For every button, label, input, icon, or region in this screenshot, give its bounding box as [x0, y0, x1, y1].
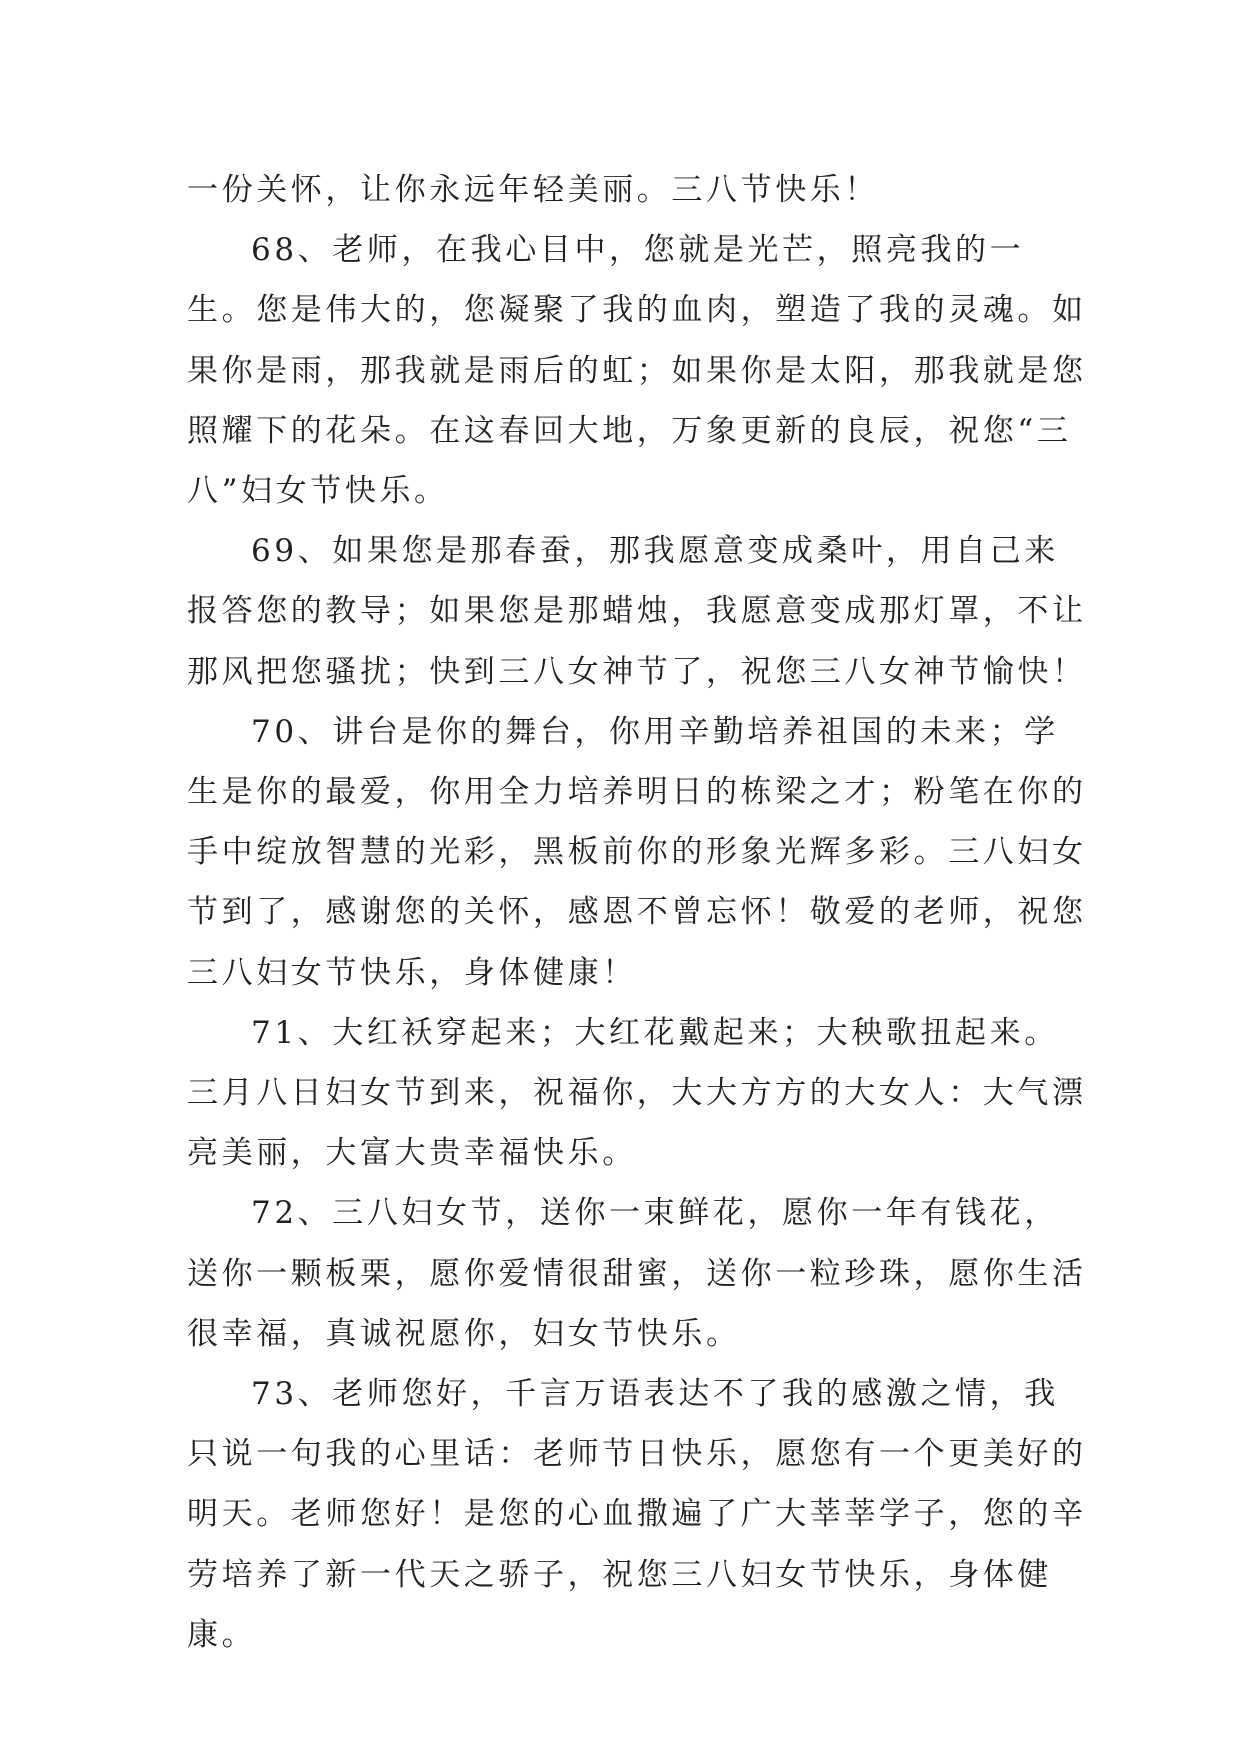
paragraph-69: 69、如果您是那春蚕，那我愿意变成桑叶，用自己来报答您的教导；如果您是那蜡烛，我愿意变成那灯罩，不让那风把您骚扰；快到三八女神节了，祝您三八女神节愉快！: [187, 533, 1087, 690]
paragraph-71: 71、大红袄穿起来；大红花戴起来；大秧歌扭起来。三月八日妇女节到来，祝福你，大大方方的大女人：大气漂亮美丽，大富大贵幸福快乐。: [187, 1014, 1087, 1172]
paragraph-68: 68、老师，在我心目中，您就是光芒，照亮我的一生。您是伟大的，您凝聚了我的血肉，塑造了我的灵魂。如果你是雨，那我就是雨后的虹；如果你是太阳，那我就是您照耀下的花朵。在这春回大地，万象更新的良辰，祝您“三八”妇女节快乐。: [187, 232, 1087, 510]
paragraph-continuation: 一份关怀，让你永远年轻美丽。三八节快乐！: [187, 172, 879, 208]
paragraph-72: 72、三八妇女节，送你一束鲜花，愿你一年有钱花，送你一颗板栗，愿你爱情很甜蜜，送你一粒珍珠，愿你生活很幸福，真诚祝愿你，妇女节快乐。: [187, 1195, 1087, 1352]
paragraph-70: 70、讲台是你的舞台，你用辛勤培养祖国的未来；学生是你的最爱，你用全力培养明日的栋梁之才；粉笔在你的手中绽放智慧的光彩，黑板前你的形象光辉多彩。三八妇女节到了，感谢您的关怀，感恩不曾忘怀！敬爱的老师，祝您三八妇女节快乐，身体健康！: [187, 713, 1087, 991]
paragraph-73: 73、老师您好，千言万语表达不了我的感激之情，我只说一句我的心里话：老师节日快乐，愿您有一个更美好的明天。老师您好！是您的心血撒遍了广大莘莘学子，您的辛劳培养了新一代天之骄子，祝您三八妇女节快乐，身体健康。: [187, 1376, 1087, 1653]
document-body: [187, 160, 1087, 1665]
